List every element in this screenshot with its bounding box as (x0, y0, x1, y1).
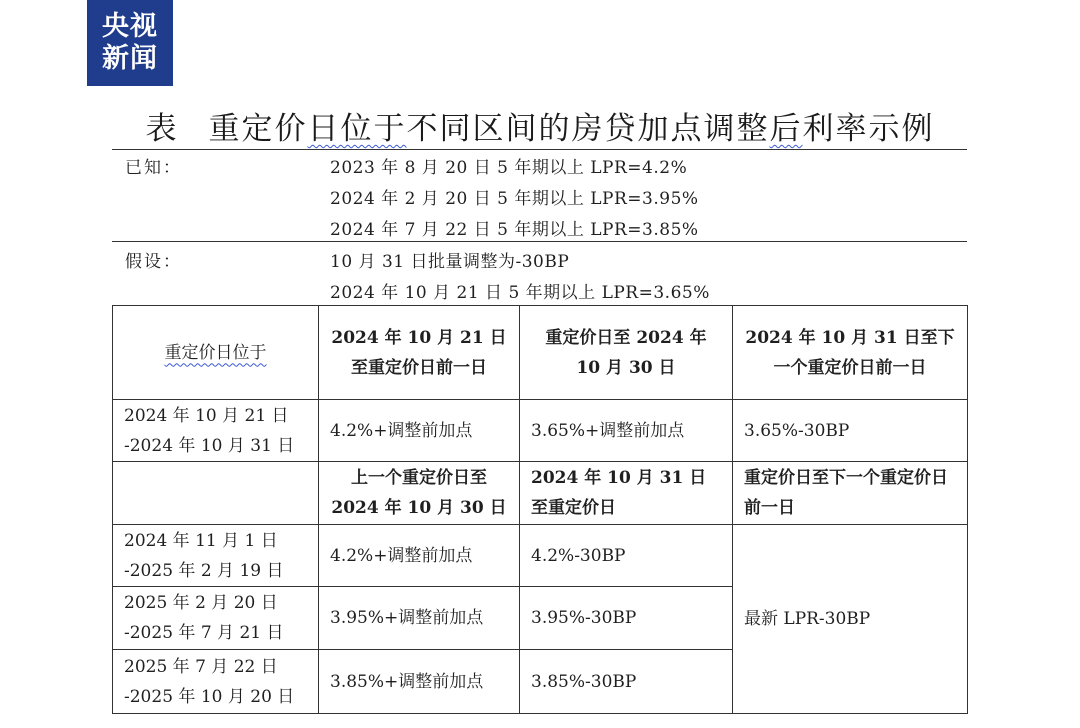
table-row (113, 400, 968, 462)
header-cell: 重定价日至 2024 年 10 月 30 日 (520, 306, 733, 400)
date-range-cell: 2025 年 2 月 20 日 -2025 年 7 月 21 日 (113, 587, 319, 650)
divider-middle (112, 241, 967, 242)
assume-line-1: 10 月 31 日批量调整为-30BP (330, 252, 570, 272)
rate-cell: 4.2%+调整前加点 (319, 525, 520, 587)
title-part-5: 利率示例 (802, 111, 935, 147)
header-cell: 2024 年 10 月 31 日至下一个重定价日前一日 (733, 306, 968, 400)
title-part-2: 日位于 (307, 111, 407, 147)
divider-top (112, 149, 967, 150)
rate-cell: 3.65%+调整前加点 (520, 400, 733, 462)
known-label: 已知： (125, 158, 182, 178)
rate-cell: 3.85%+调整前加点 (319, 650, 520, 714)
logo-line-2: 新闻 (102, 43, 158, 74)
table-row (113, 525, 968, 587)
date-range-cell: 2025 年 7 月 22 日 -2025 年 10 月 20 日 (113, 650, 319, 714)
header-cell: 2024 年 10 月 31 日至重定价日 (520, 462, 733, 525)
title-part-3: 不同区间的房贷加点调整 (406, 111, 770, 147)
title-part-1: 重定价 (208, 111, 308, 147)
rate-cell: 3.85%-30BP (520, 650, 733, 714)
header-cell: 2024 年 10 月 21 日至重定价日前一日 (319, 306, 520, 400)
known-line-2: 2024 年 2 月 20 日 5 年期以上 LPR=3.95% (330, 189, 699, 209)
cctv-news-logo (87, 0, 173, 86)
title-lead: 表 (145, 111, 179, 147)
date-range-cell: 2024 年 11 月 1 日 -2025 年 2 月 19 日 (113, 525, 319, 587)
rate-cell: 3.95%+调整前加点 (319, 587, 520, 650)
title-part-4: 后 (769, 111, 803, 147)
header-row-2 (113, 462, 968, 525)
assume-line-2: 2024 年 10 月 21 日 5 年期以上 LPR=3.65% (330, 283, 710, 303)
known-line-3: 2024 年 7 月 22 日 5 年期以上 LPR=3.85% (330, 220, 699, 240)
merged-rate-cell: 最新 LPR-30BP (733, 525, 968, 714)
rate-table (112, 305, 968, 714)
header-cell: 重定价日至下一个重定价日前一日 (733, 462, 968, 525)
rate-cell: 4.2%-30BP (520, 525, 733, 587)
header-cell-empty (113, 462, 319, 525)
header-cell-reprice-date: 重定价日位于 (113, 306, 319, 400)
rate-cell: 3.95%-30BP (520, 587, 733, 650)
table-title (0, 103, 1080, 148)
rate-cell: 4.2%+调整前加点 (319, 400, 520, 462)
header-row-1 (113, 306, 968, 400)
date-range-cell: 2024 年 10 月 21 日 -2024 年 10 月 31 日 (113, 400, 319, 462)
assume-label: 假设： (125, 252, 182, 272)
logo-line-1: 央视 (102, 11, 158, 42)
known-line-1: 2023 年 8 月 20 日 5 年期以上 LPR=4.2% (330, 158, 688, 178)
rate-cell: 3.65%-30BP (733, 400, 968, 462)
header-cell: 上一个重定价日至 2024 年 10 月 30 日 (319, 462, 520, 525)
